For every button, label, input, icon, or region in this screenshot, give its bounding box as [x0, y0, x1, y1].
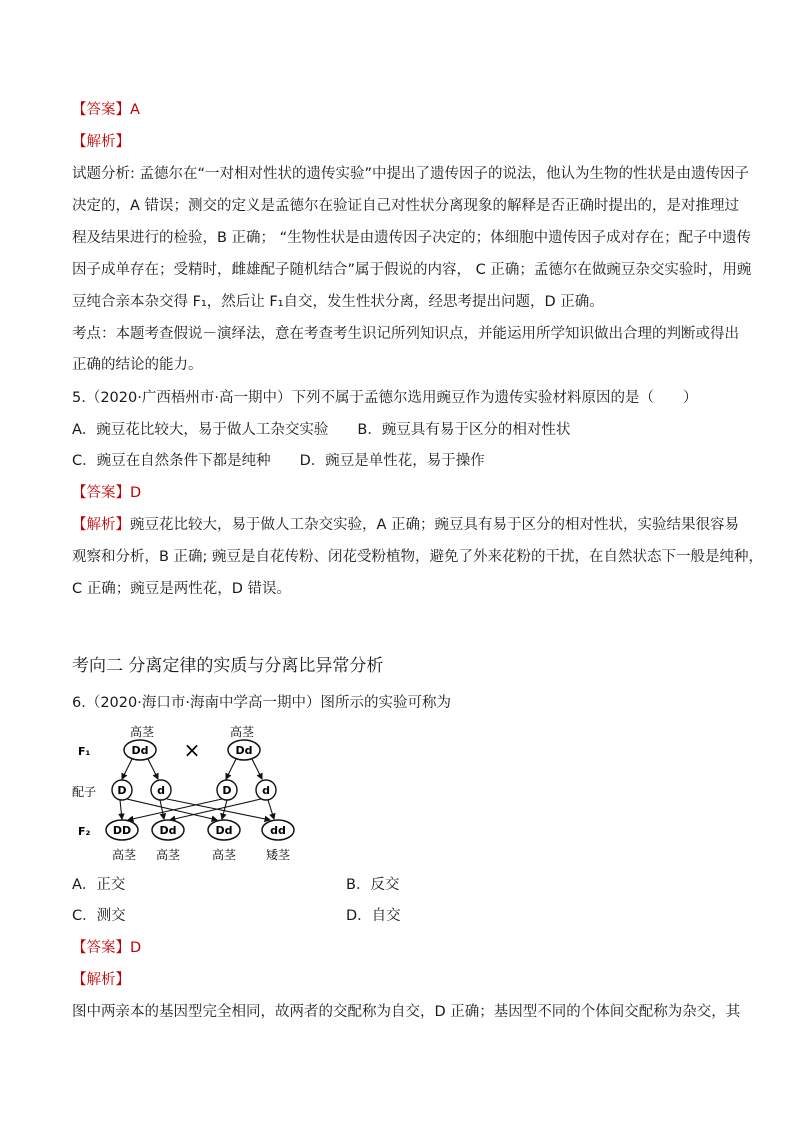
answer-value: D	[130, 485, 142, 501]
answer-row-q4	[72, 100, 140, 120]
options-row-q5-2: C．豌豆在自然条件下都是纯种 D．豌豆是单性花，易于操作	[72, 453, 485, 469]
option-d: D．自交	[346, 908, 401, 924]
option-a: A．正交	[72, 877, 126, 893]
cross-symbol: ×	[183, 738, 201, 762]
cross-diagram	[72, 722, 312, 871]
analysis-line: C 正确；豌豆是两性花，D 错误。	[72, 581, 292, 597]
question-stem-q5: 5.（2020·广西梧州市·高一期中）下列不属于孟德尔选用豌豆作为遗传实验材料原因的是（ ）	[72, 390, 698, 406]
analysis-line: 决定的，A 错误；测交的定义是孟德尔在验证自己对性状分离现象的解释是否正确时提出的，是对推理过	[72, 198, 740, 214]
analysis-line: 豆纯合亲本杂交得 F₁，然后让 F₁自交，发生性状分离，经思考提出问题，D 正确。	[72, 294, 604, 310]
answer-value: D	[130, 940, 142, 956]
analysis-line: 正确的结论的能力。	[72, 357, 203, 373]
analysis-line: 观察和分析，B 正确; 豌豆是自花传粉、闭花受粉植物，避免了外来花粉的干扰，在自然状态下一般是纯种，	[72, 549, 764, 565]
offspring-genotype: dd	[270, 824, 286, 837]
analysis-line: 试题分析: 孟德尔在“一对相对性状的遗传实验”中提出了遗传因子的说法，他认为生物的性状是由遗传因子	[72, 166, 750, 182]
analysis-line: 因子成单存在；受精时，雌雄配子随机结合”属于假说的内容， C 正确；孟德尔在做豌豆杂交实验时，用豌	[72, 262, 752, 278]
parent-right-genotype: Dd	[235, 744, 253, 757]
option-b: B．反交	[346, 877, 400, 893]
answer-row-q5	[72, 483, 141, 503]
analysis-line: 考点：本题考查假说－演绎法，意在考查考生识记所列知识点，并能运用所学知识做出合理的判断或得出	[72, 326, 739, 342]
analysis-tag: 【解析】	[72, 972, 130, 988]
answer-row-q6	[72, 938, 141, 958]
section-title: 考向二 分离定律的实质与分离比异常分析	[72, 656, 384, 676]
option-c: C．测交	[72, 908, 126, 924]
analysis-line: 程及结果进行的检验，B 正确； “生物性状是由遗传因子决定的；体细胞中遗传因子成对存在；配子中遗传	[72, 230, 752, 246]
analysis-tag: 【解析】	[72, 134, 130, 150]
analysis-line: 豌豆花比较大，易于做人工杂交实验，A 正确；豌豆具有易于区分的相对性状，实验结果很容易	[130, 517, 740, 533]
parent-left-phenotype: 高茎	[130, 725, 155, 739]
gamete-label-text: d	[262, 784, 270, 797]
analysis-row-q5	[72, 515, 739, 535]
parent-right-phenotype: 高茎	[230, 725, 255, 739]
analysis-line: 图中两亲本的基因型完全相同，故两者的交配称为自交，D 正确；基因型不同的个体间交配称为杂交，其	[72, 1004, 741, 1020]
offspring-genotype: Dd	[159, 824, 177, 837]
f2-label: F₂	[78, 825, 91, 838]
gamete-label: 配子	[72, 785, 97, 799]
question-stem-q6: 6.（2020·海口市·海南中学高一期中）图所示的实验可称为	[72, 695, 451, 711]
options-row-q5-1: A．豌豆花比较大，易于做人工杂交实验 B．豌豆具有易于区分的相对性状	[72, 422, 571, 438]
answer-tag: 【答案】	[72, 485, 130, 501]
parent-left-genotype: Dd	[131, 744, 149, 757]
offspring-genotype: Dd	[215, 824, 233, 837]
answer-tag: 【答案】	[72, 102, 130, 118]
gamete-label-text: D	[222, 784, 232, 797]
answer-value: A	[130, 102, 140, 118]
offspring-phenotype: 矮茎	[265, 848, 291, 862]
cross-diagram-svg	[72, 722, 312, 867]
gamete-label-text: d	[157, 784, 165, 797]
f1-label: F₁	[78, 745, 91, 758]
offspring-phenotype: 高茎	[155, 848, 181, 862]
offspring-genotype: DD	[112, 824, 132, 837]
offspring-phenotype: 高茎	[111, 848, 137, 862]
gamete-label-text: D	[117, 784, 127, 797]
offspring-phenotype: 高茎	[211, 848, 237, 862]
answer-tag: 【答案】	[72, 940, 130, 956]
analysis-tag: 【解析】	[72, 517, 130, 533]
